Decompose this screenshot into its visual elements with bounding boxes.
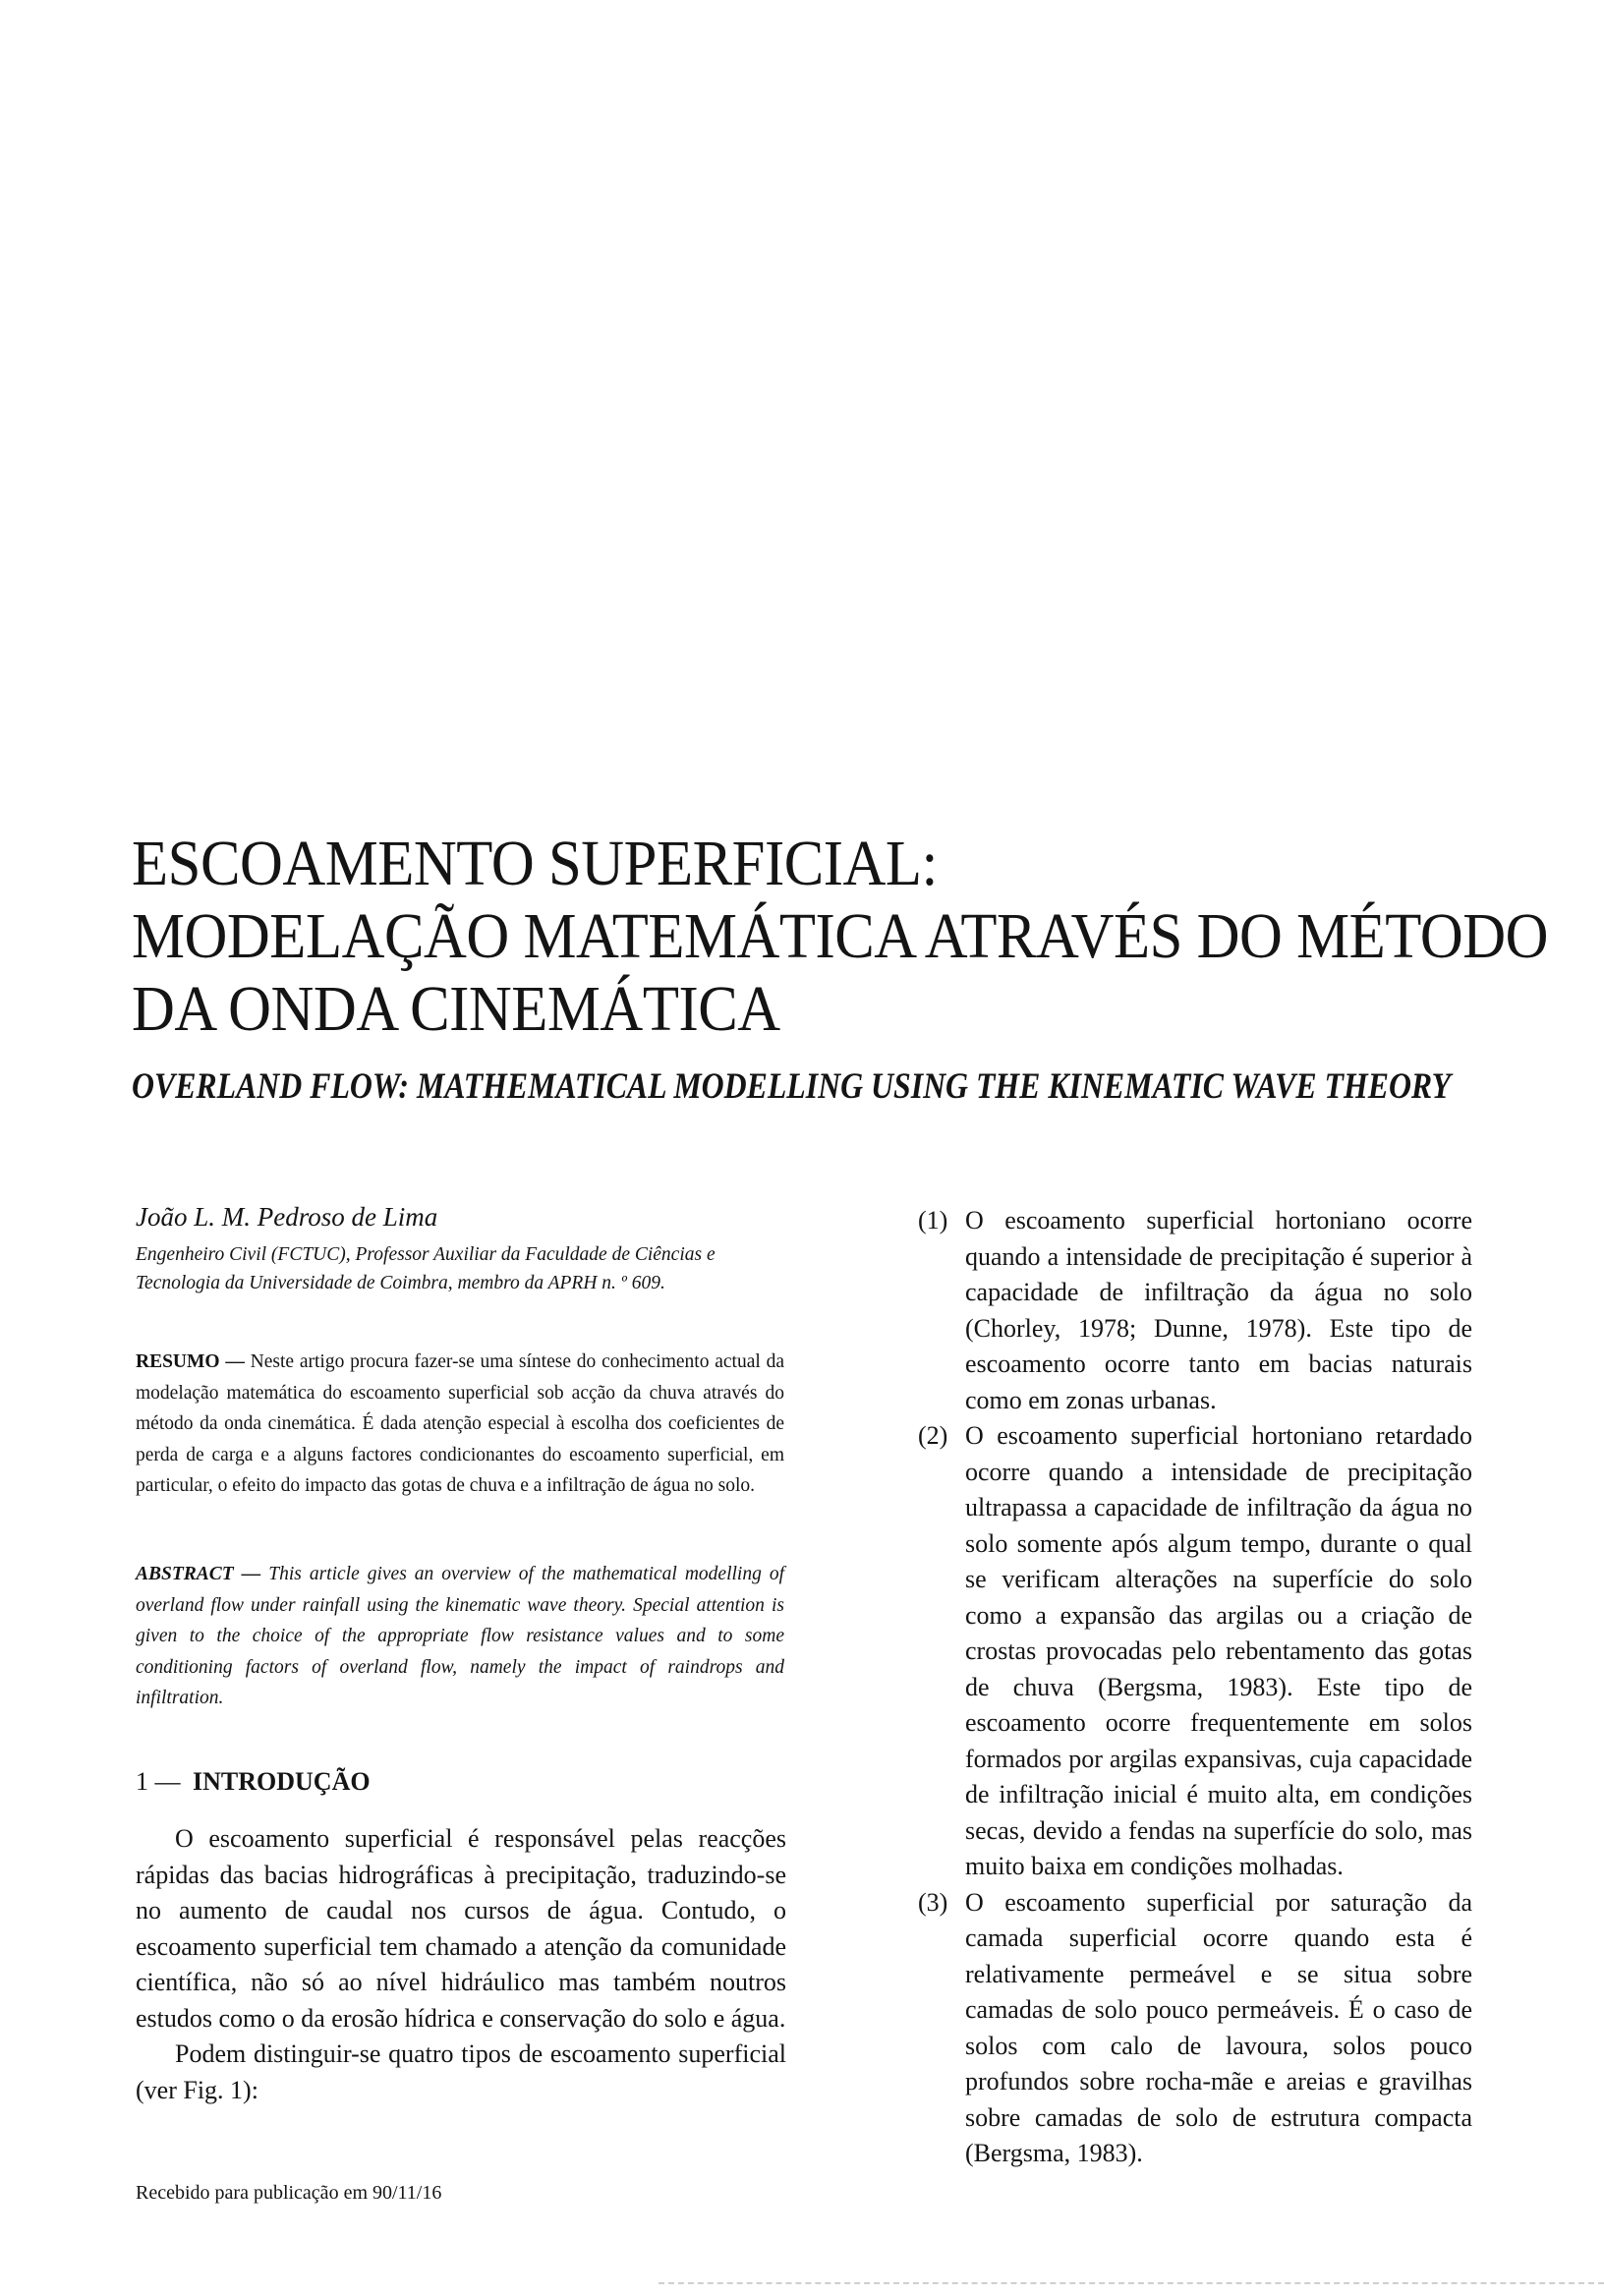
resumo-label: RESUMO — [136, 1351, 251, 1372]
list-item-text: O escoamento superficial por saturação da camada superficial ocorre quando esta é relativamente permeável e se situa sobre camadas de solo pouco permeáveis. É o caso de solos com calo de lavoura, solos pouco profundos sobre rocha-mãe e areias e gravilhas sobre camadas de solo de estrutura compacta (Bergsma, 1983). [965, 1887, 1472, 2167]
resumo-text: Neste artigo procura fazer-se uma síntese do conhecimento actual da modelação matemática do escoamento superficial sob acção da chuva através do método da onda cinemática. É dada atenção especial à escolha dos coeficientes de perda de carga e a alguns factores condicionantes do escoamento superficial, em particular, o efeito do impacto das gotas de chuva e a infiltração de água no solo. [136, 1351, 784, 1496]
section-heading [136, 1767, 371, 1797]
flow-types-list [918, 1203, 1472, 2172]
received-note: Recebido para publicação em 90/11/16 [136, 2182, 442, 2204]
list-item-number: (3) [918, 1887, 948, 1917]
list-item-number: (2) [918, 1421, 948, 1450]
abstract-paragraph [136, 1559, 784, 1714]
title-line-1: ESCOAMENTO SUPERFICIAL: [132, 828, 938, 899]
intro-paragraph-1: O escoamento superficial é responsável pelas reacções rápidas das bacias hidrográficas à precipitação, traduzindo-se no aumento de caudal nos cursos de água. Contudo, o escoamento superficial tem chamado a atenção da comunidade científica, não só ao nível hidráulico mas também noutros estudos como o da erosão hídrica e conservação do solo e água. [136, 1824, 786, 2033]
list-item [918, 1203, 1472, 1418]
section-number: 1 — [136, 1767, 181, 1796]
abstract-text: This article gives an overview of the mathematical modelling of overland flow under rainfall using the kinematic wave theory. Special attention is given to the choice of the appropriate flow resistance values and to some conditioning factors of overland flow, namely the impact of raindrops and infiltration. [136, 1564, 785, 1708]
list-item [918, 1885, 1472, 2172]
article-title [132, 828, 1549, 1046]
author-name: João L. M. Pedroso de Lima [136, 1202, 438, 1232]
resumo-paragraph [136, 1347, 784, 1502]
title-line-3: DA ONDA CINEMÁTICA [132, 973, 780, 1045]
section-title: INTRODUÇÃO [193, 1767, 371, 1796]
list-item [918, 1418, 1472, 1885]
intro-paragraph-2: Podem distinguir-se quatro tipos de escoamento superficial (ver Fig. 1): [136, 2039, 786, 2104]
intro-text [136, 1821, 786, 2108]
author-affiliation: Engenheiro Civil (FCTUC), Professor Auxiliar da Faculdade de Ciências e Tecnologia da Universidade de Coimbra, membro da APRH n. º 609. [136, 1244, 716, 1293]
list-item-number: (1) [918, 1206, 948, 1234]
list-item-text: O escoamento superficial hortoniano ocorre quando a intensidade de precipitação é superior à capacidade de infiltração da água no solo (Chorley, 1978; Dunne, 1978). Este tipo de escoamento ocorre tanto em bacias naturais como em zonas urbanas. [965, 1206, 1472, 1414]
abstract-label: ABSTRACT — [136, 1564, 269, 1584]
article-subtitle: OVERLAND FLOW: MATHEMATICAL MODELLING USING THE KINEMATIC WAVE THEORY [132, 1066, 1452, 1107]
bottom-dashed-rule [659, 2282, 1604, 2284]
title-line-2: MODELAÇÃO MATEMÁTICA ATRAVÉS DO MÉTODO [132, 900, 1549, 972]
list-item-text: O escoamento superficial hortoniano retardado ocorre quando a intensidade de precipitação ultrapassa a capacidade de infiltração da água no solo somente após algum tempo, durante o qual se verificam alterações na superfície do solo como a expansão das argilas ou a criação de crostas provocadas pelo rebentamento das gotas de chuva (Bergsma, 1983). Este tipo de escoamento ocorre frequentemente em solos formados por argilas expansivas, cuja capacidade de infiltração inicial é muito alta, em condições secas, devido a fendas na superfície do solo, mas muito baixa em condições molhadas. [965, 1421, 1472, 1880]
